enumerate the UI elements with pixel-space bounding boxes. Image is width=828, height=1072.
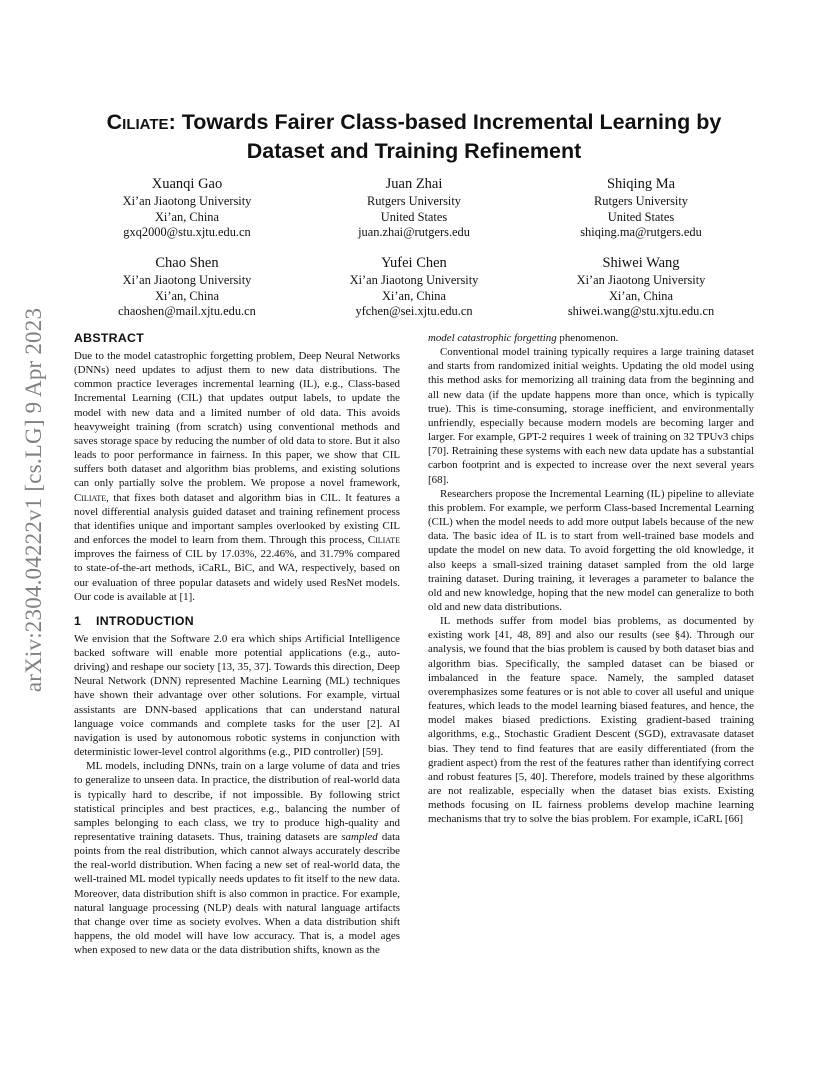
author-card	[528, 254, 754, 320]
section-heading-introduction	[74, 614, 400, 629]
author-name: Chao Shen	[155, 255, 219, 271]
author-email: shiwei.wang@stu.xjtu.edu.cn	[567, 304, 715, 319]
section-title: INTRODUCTION	[96, 613, 194, 628]
system-name: Ciliate	[74, 491, 107, 504]
author-card	[74, 254, 300, 320]
body-paragraph: Researchers propose the Incremental Learning (IL) pipeline to alleviate this problem. For example, we perform Class-based Incremental Learning (CIL) when the model needs to add more output labels because of the new data. The basic idea of IL is to start from well-trained base models and update the model on new data. To avoid forgetting the old knowledge, it also keeps a small-sized training dataset sampled from the old large training dataset. During training, it leverages a parameter to balance the old and new knowledge, hoping that the new model can generalize to both old and new data distributions.	[428, 487, 754, 613]
emphasis-text: sampled	[341, 831, 378, 843]
author-name: Xuanqi Gao	[151, 176, 223, 192]
author-affiliation: Xi’an Jiaotong University	[122, 194, 252, 208]
arxiv-sidebar-identifier	[18, 295, 50, 705]
system-name: Ciliate	[106, 110, 169, 134]
author-location: Xi’an, China	[381, 288, 446, 303]
author-affiliation: Rutgers University	[594, 194, 688, 208]
author-name: Juan Zhai	[385, 176, 443, 192]
body-paragraph-continued	[428, 331, 754, 345]
body-paragraph	[74, 759, 400, 957]
author-affiliation: Rutgers University	[367, 194, 461, 208]
body-paragraph: We envision that the Software 2.0 era which ships Artificial Intelligence backed software will enable more potential applications (e.g., auto-driving) and reshape our society [13, 35, 37]. Towards this direction, Deep Neural Network (DNN) represented Machine Learning (ML) techniques have shown their advantage over other solutions. For example, virtual assistants are DNN-based applications that can understand natural language voice commands and complete tasks for the user [2]. AI navigation is used by autonomous robotic systems in conjunction with deterministic lower-level control algorithms (e.g., PID controller) [59].	[74, 632, 400, 759]
author-email: gxq2000@stu.xjtu.edu.cn	[123, 225, 251, 240]
emphasis-text: model catastrophic forgetting	[428, 332, 557, 344]
author-affiliation: Xi’an Jiaotong University	[576, 273, 706, 287]
body-text: data points from the real distribution, which cannot always accurately describe the real-world distribution. When facing a new set of real-world data, the well-trained ML model typically needs updates to fit itself to the new data. Moreover, data distribution shift is also common in practice. For example, natural language processing (NLP) deals with natural language artifacts that change over time as society evolves. When a data distribution shift happens, the old model will have low accuracy. That is, a model ages when exposed to new data or the data distribution shifts, known as the	[74, 831, 400, 957]
left-column	[74, 331, 400, 957]
abstract-text-1: Due to the model catastrophic forgetting problem, Deep Neural Networks (DNNs) need updates to adjust them to new data distributions. The common practice leverages incremental learning (IL), e.g., Class-based Incremental Learning (CIL) that updates output labels, to update the model with new data and a limited number of old data. This avoids heavyweight training (from scratch) using conventional methods and saves storage space by reducing the number of old data to store. But it also leads to poor performance in fairness. In this paper, we show that CIL suffers both dataset and algorithm bias problems, and existing solutions can only partially solve the problem. We propose a novel framework,	[74, 350, 400, 490]
author-name: Shiwei Wang	[602, 255, 680, 271]
author-location: United States	[607, 209, 675, 224]
author-email: juan.zhai@rutgers.edu	[358, 225, 470, 240]
body-paragraph: IL methods suffer from model bias problems, as documented by existing work [41, 48, 89] and also our results (see §4). Through our analysis, we found that the bias problem is caused by both dataset bias and algorithm bias. Specifically, the sampled dataset can be biased or imbalanced in the feature space. Namely, the sampled dataset overemphasizes some features or is not able to cover all useful and unique features, which leads to the model learning biased features, and hence, the model makes biased predictions. Existing gradient-based training algorithms, e.g., Stochastic Gradient Descent (SGD), extravasate dataset bias. They tend to find features that are easily differentiated (from the gradient aspect) from the rest of the features rather than identifying correct and robust features [5, 40]. Therefore, models trained by these algorithms are not realizable, especially when the dataset bias exists. Existing methods focusing on IL fairness problems develop machine learning mechanisms that try to solve the bias problem. For example, iCaRL [66]	[428, 615, 754, 826]
author-email: yfchen@sei.xjtu.edu.cn	[355, 304, 473, 319]
paper-title	[74, 108, 754, 166]
author-location: Xi’an, China	[154, 288, 219, 303]
author-name: Yufei Chen	[381, 255, 447, 271]
system-name: Ciliate	[367, 534, 400, 547]
author-card	[301, 254, 527, 320]
abstract-paragraph	[74, 349, 400, 604]
author-card	[301, 175, 527, 241]
author-email: shiqing.ma@rutgers.edu	[580, 225, 702, 240]
abstract-text-3: improves the fairness of CIL by 17.03%, 22.46%, and 31.79% compared to state-of-the-art methods, iCaRL, BiC, and WA, respectively, based on our evaluation of three popular datasets and widely used ResNet models. Our code is available at [1].	[74, 548, 400, 603]
author-card	[528, 175, 754, 241]
abstract-text-2: , that fixes both dataset and algorithm bias in CIL. It features a novel differential analysis guided dataset and training refinement process that identifies unique and important samples overlooked by existing CIL and enforces the model to learn from them. Through this process,	[74, 491, 400, 547]
body-text: phenomenon.	[556, 332, 619, 344]
author-email: chaoshen@mail.xjtu.edu.cn	[118, 304, 256, 319]
author-affiliation: Xi’an Jiaotong University	[349, 273, 479, 287]
author-affiliation: Xi’an Jiaotong University	[122, 273, 252, 287]
body-text: ML models, including DNNs, train on a large volume of data and tries to generalize to unseen data. In practice, the distribution of real-world data is typically hard to describe, if not impossible. By following strict statistical principles and best practices, e.g., balancing the number of samples belonging to each class, we try to produce high-quality and representative training datasets. Thus, training datasets are	[74, 760, 400, 843]
author-location: Xi’an, China	[154, 209, 219, 224]
author-location: Xi’an, China	[608, 288, 673, 303]
author-name: Shiqing Ma	[606, 176, 676, 192]
author-card	[74, 175, 300, 241]
right-column	[428, 331, 754, 826]
author-location: United States	[380, 209, 448, 224]
section-number: 1	[74, 613, 82, 628]
abstract-heading: ABSTRACT	[74, 331, 145, 345]
body-paragraph: Conventional model training typically requires a large training dataset and starts from randomized initial weights. Updating the old model using this method asks for memorizing all training data from the beginning and all new data (if the update happens more than once, which is typically true). This is time-consuming, storage inefficient, and environmentally unfriendly, especially because modern models are becoming larger and larger. For example, GPT-2 requires 1 week of training on 32 TPUv3 chips [70]. Retraining these systems with each new data update has a substantial carbon footprint and is expected to increase over the next several years [68].	[428, 346, 754, 486]
title-rest: : Towards Fairer Class-based Incremental Learning by Dataset and Training Refinement	[168, 110, 722, 163]
arxiv-id-text: arXiv:2304.04222v1 [cs.LG] 9 Apr 2023	[21, 307, 46, 693]
